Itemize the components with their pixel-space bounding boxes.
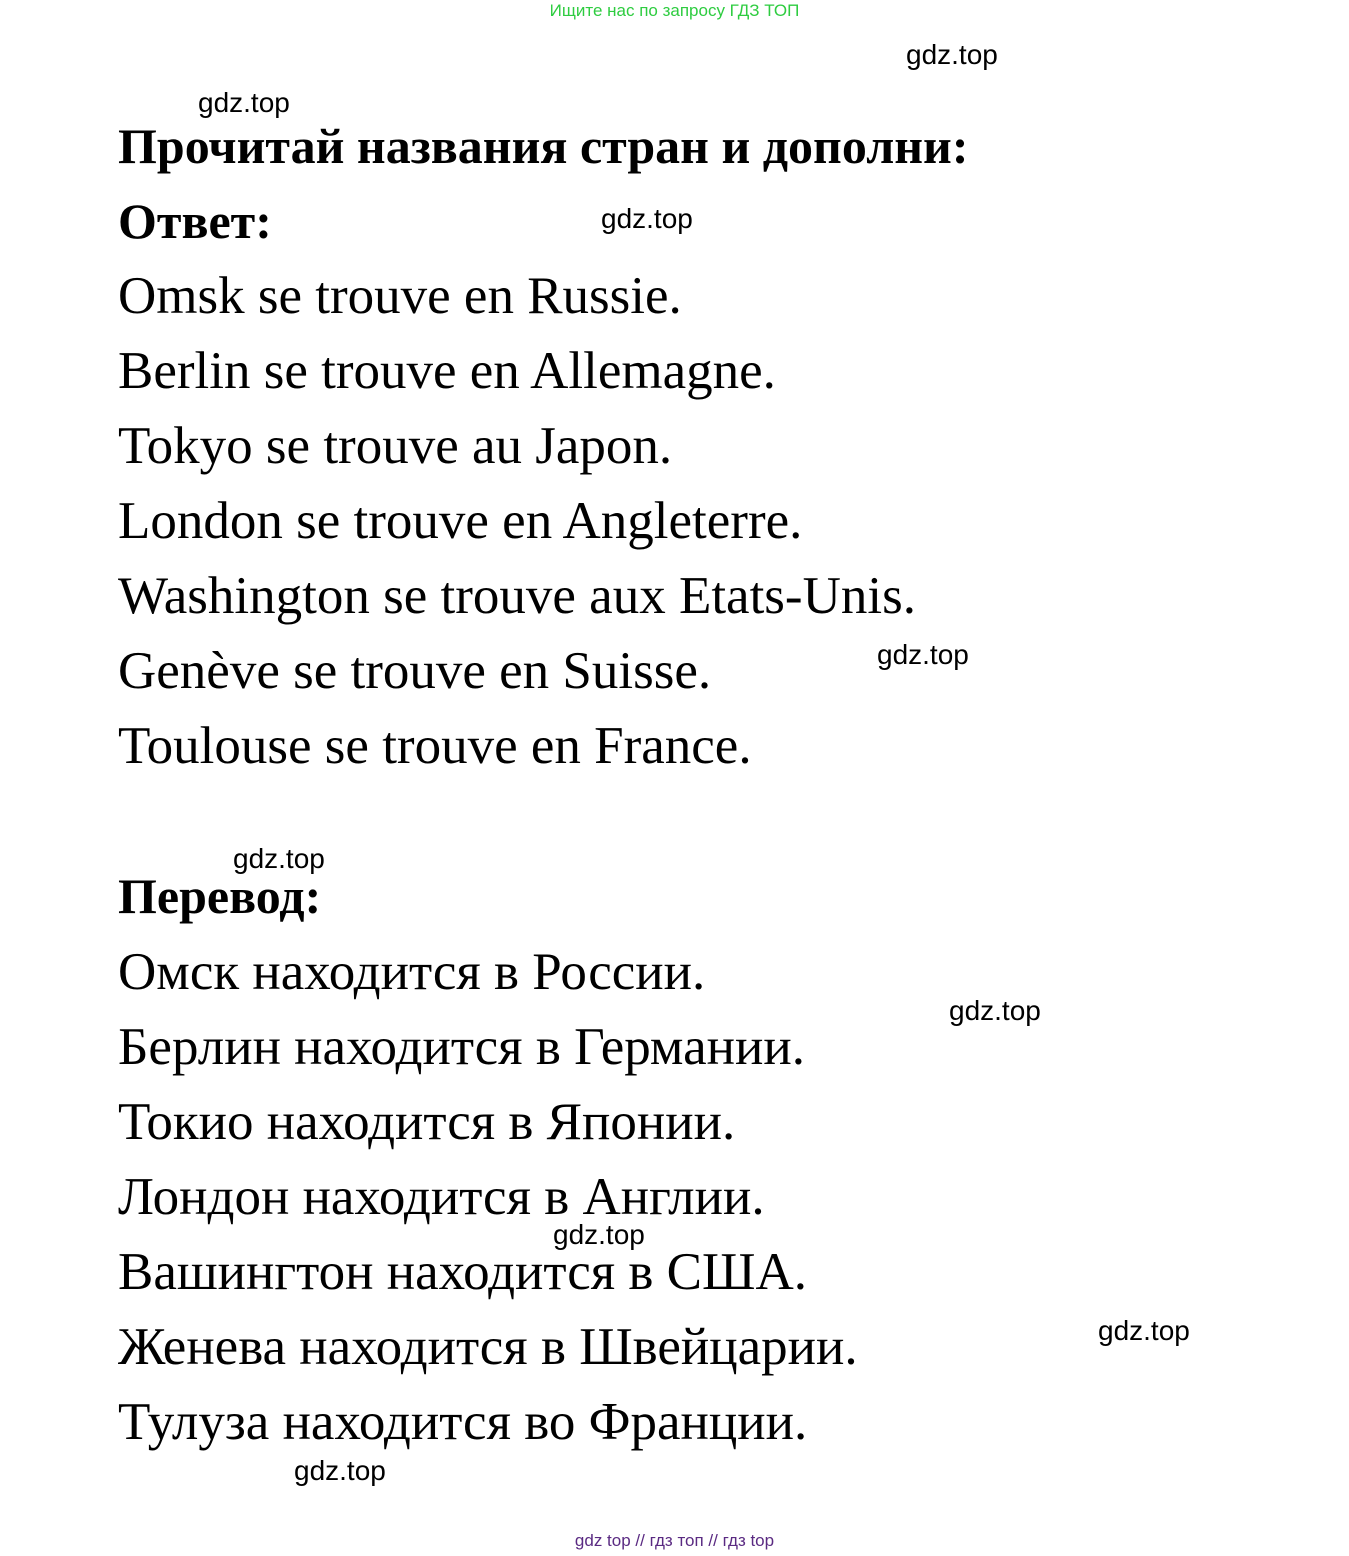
translation-line: Лондон находится в Англии.: [118, 1168, 765, 1226]
answer-heading: Ответ:: [118, 193, 272, 249]
watermark: gdz.top: [949, 995, 1041, 1026]
translation-line: Омск находится в России.: [118, 943, 706, 1001]
translation-heading: Перевод:: [118, 868, 322, 924]
watermark: gdz.top: [1098, 1315, 1190, 1346]
watermark: gdz.top: [906, 39, 998, 70]
translation-line: Женева находится в Швейцарии.: [118, 1318, 858, 1376]
translation-line: Вашингтон находится в США.: [118, 1243, 807, 1301]
answer-line: Washington se trouve aux Etats-Unis.: [118, 567, 916, 625]
answer-line: Toulouse se trouve en France.: [118, 717, 752, 775]
translation-line: Токио находится в Японии.: [118, 1093, 736, 1151]
watermark: gdz.top: [877, 639, 969, 670]
footer-links: gdz top // гдз топ // гдз top: [574, 1531, 775, 1550]
watermark: gdz.top: [601, 203, 693, 234]
answer-line: Omsk se trouve en Russie.: [118, 267, 682, 325]
answer-line: Berlin se trouve en Allemagne.: [118, 342, 776, 400]
top-banner: Ищите нас по запросу ГДЗ ТОП: [549, 1, 800, 20]
watermark: gdz.top: [294, 1455, 386, 1486]
watermark: gdz.top: [553, 1219, 645, 1250]
task-heading: Прочитай названия стран и дополни:: [118, 118, 969, 174]
translation-line: Тулуза находится во Франции.: [118, 1393, 808, 1451]
watermark: gdz.top: [198, 87, 290, 118]
answer-line: Tokyo se trouve au Japon.: [118, 417, 673, 475]
answer-line: London se trouve en Angleterre.: [118, 492, 803, 550]
translation-line: Берлин находится в Германии.: [118, 1018, 805, 1076]
watermark: gdz.top: [233, 843, 325, 874]
answer-line: Genève se trouve en Suisse.: [118, 642, 712, 700]
